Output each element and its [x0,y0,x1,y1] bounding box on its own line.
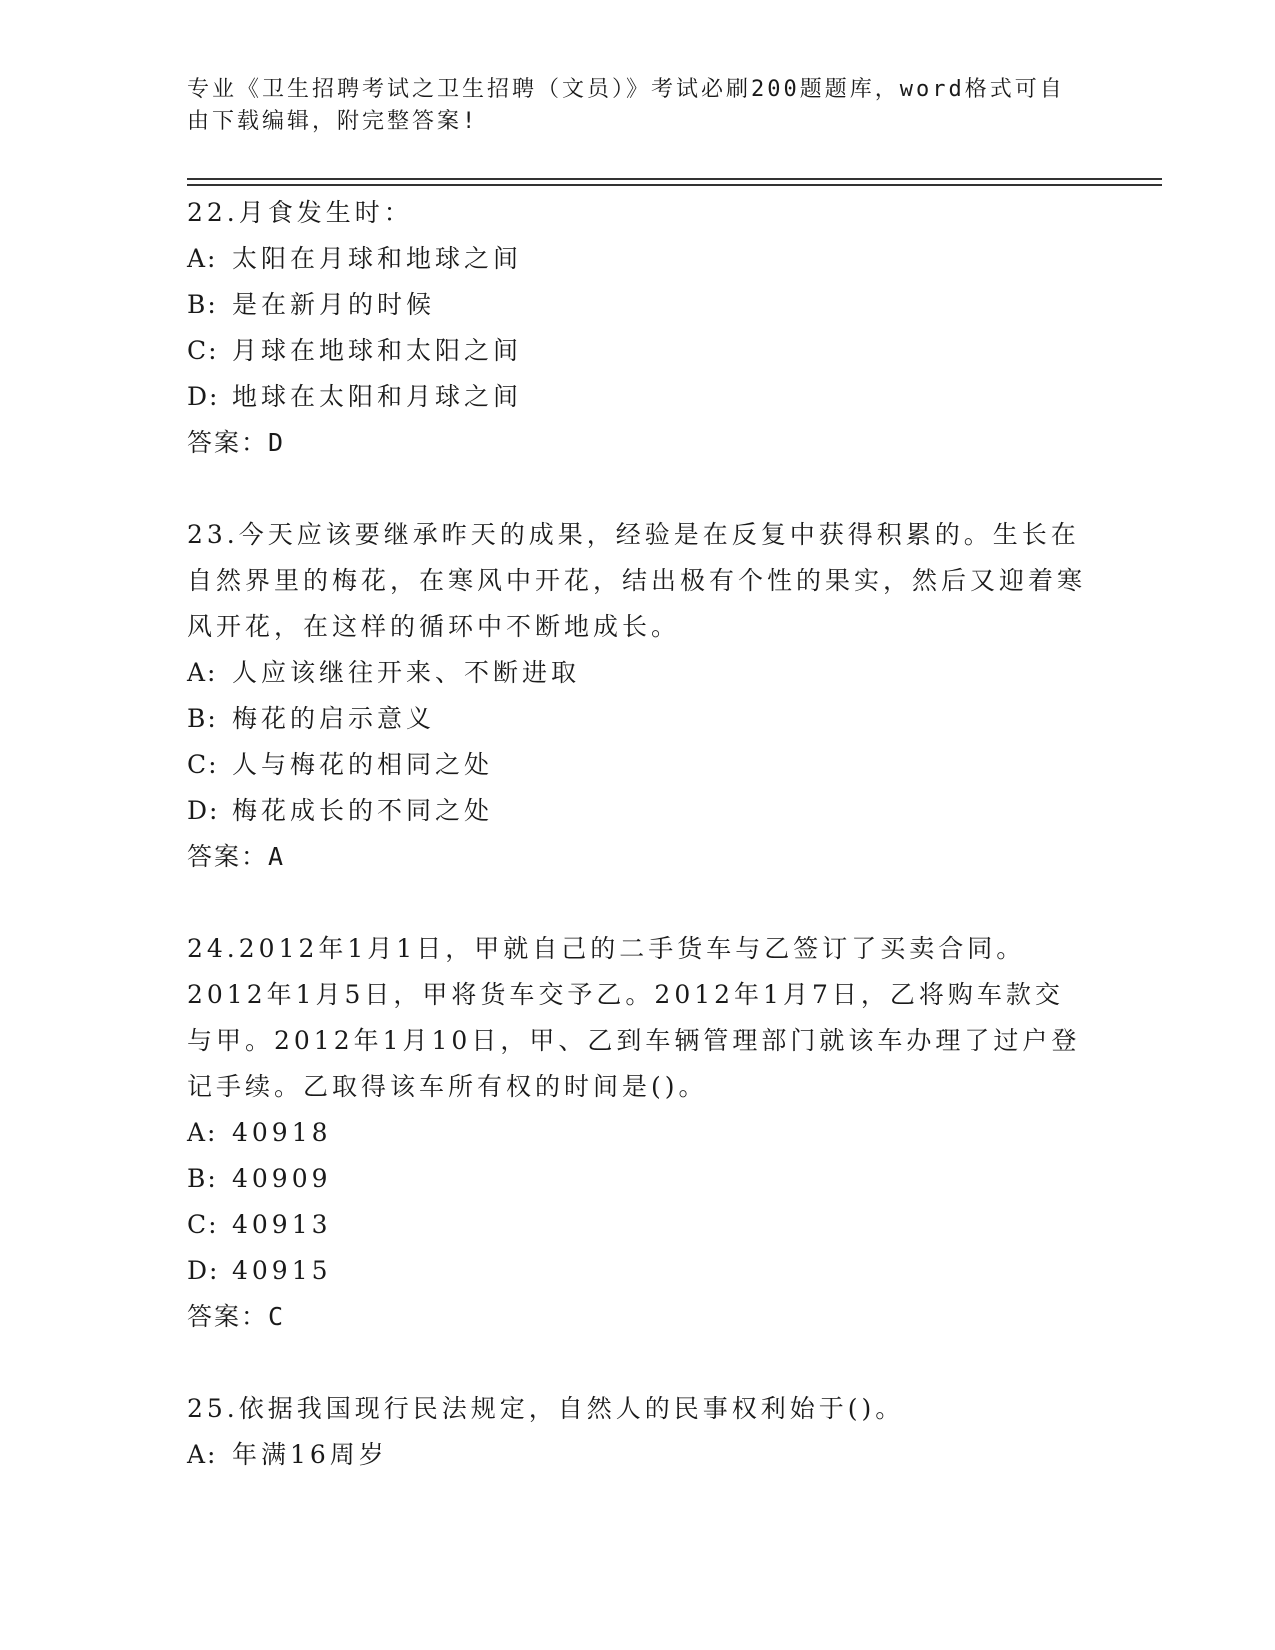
question-22 [187,190,1087,466]
option-text: 40909 [232,1164,332,1193]
header-divider-bottom [187,184,1162,186]
option-text: 40915 [232,1256,332,1285]
option-c [187,328,1087,374]
option-key: A: [187,658,218,687]
option-key: D: [187,1256,220,1285]
option-d [187,788,1087,834]
option-key: C: [187,336,219,365]
option-text: 地球在太阳和月球之间 [232,382,523,411]
question-stem: 23.今天应该要继承昨天的成果，经验是在反复中获得积累的。生长在自然界里的梅花，在寒风中开花，结出极有个性的果实，然后又迎着寒风开花，在这样的循环中不断地成长。 [187,520,1087,641]
option-a [187,1432,1087,1478]
question-25 [187,1386,1087,1478]
option-text: 人应该继往开来、不断进取 [232,658,581,687]
option-d [187,1248,1087,1294]
question-list [187,190,1087,1524]
option-key: A: [187,244,218,273]
option-b [187,696,1087,742]
option-key: C: [187,1210,219,1239]
option-text: 人与梅花的相同之处 [232,750,494,779]
option-text: 40918 [232,1118,332,1147]
option-a [187,236,1087,282]
option-key: A: [187,1118,218,1147]
option-text: 梅花的启示意义 [232,704,436,733]
option-key: A: [187,1440,218,1469]
option-key: D: [187,796,220,825]
header-line-2: 由下载编辑，附完整答案! [187,109,479,134]
option-text: 月球在地球和太阳之间 [232,336,523,365]
answer-line: 答案：A [187,842,286,871]
option-text: 是在新月的时候 [232,290,436,319]
option-text: 年满16周岁 [232,1440,388,1469]
header-line-1: 专业《卫生招聘考试之卫生招聘（文员）》考试必刷200题题库，word格式可自 [187,77,1065,102]
option-key: B: [187,1164,218,1193]
option-a [187,1110,1087,1156]
question-stem: 22.月食发生时： [187,198,413,227]
answer-line: 答案：C [187,1302,286,1331]
option-d [187,374,1087,420]
question-24 [187,926,1087,1340]
option-c [187,742,1087,788]
question-stem: 24.2012年1月1日，甲就自己的二手货车与乙签订了买卖合同。2012年1月5日，甲将货车交予乙。2012年1月7日，乙将购车款交与甲。2012年1月10日，甲、乙到车辆管理部门就该车办理了过户登记手续。乙取得该车所有权的时间是()。 [187,934,1081,1101]
answer-line: 答案：D [187,428,286,457]
option-a [187,650,1087,696]
option-key: C: [187,750,219,779]
document-header [187,74,1067,138]
option-text: 太阳在月球和地球之间 [232,244,523,273]
option-text: 40913 [232,1210,332,1239]
option-key: D: [187,382,220,411]
question-stem: 25.依据我国现行民法规定，自然人的民事权利始于()。 [187,1394,905,1423]
question-23 [187,512,1087,880]
option-text: 梅花成长的不同之处 [232,796,494,825]
option-key: B: [187,704,218,733]
option-b [187,1156,1087,1202]
header-divider-top [187,178,1162,180]
option-b [187,282,1087,328]
option-c [187,1202,1087,1248]
option-key: B: [187,290,218,319]
